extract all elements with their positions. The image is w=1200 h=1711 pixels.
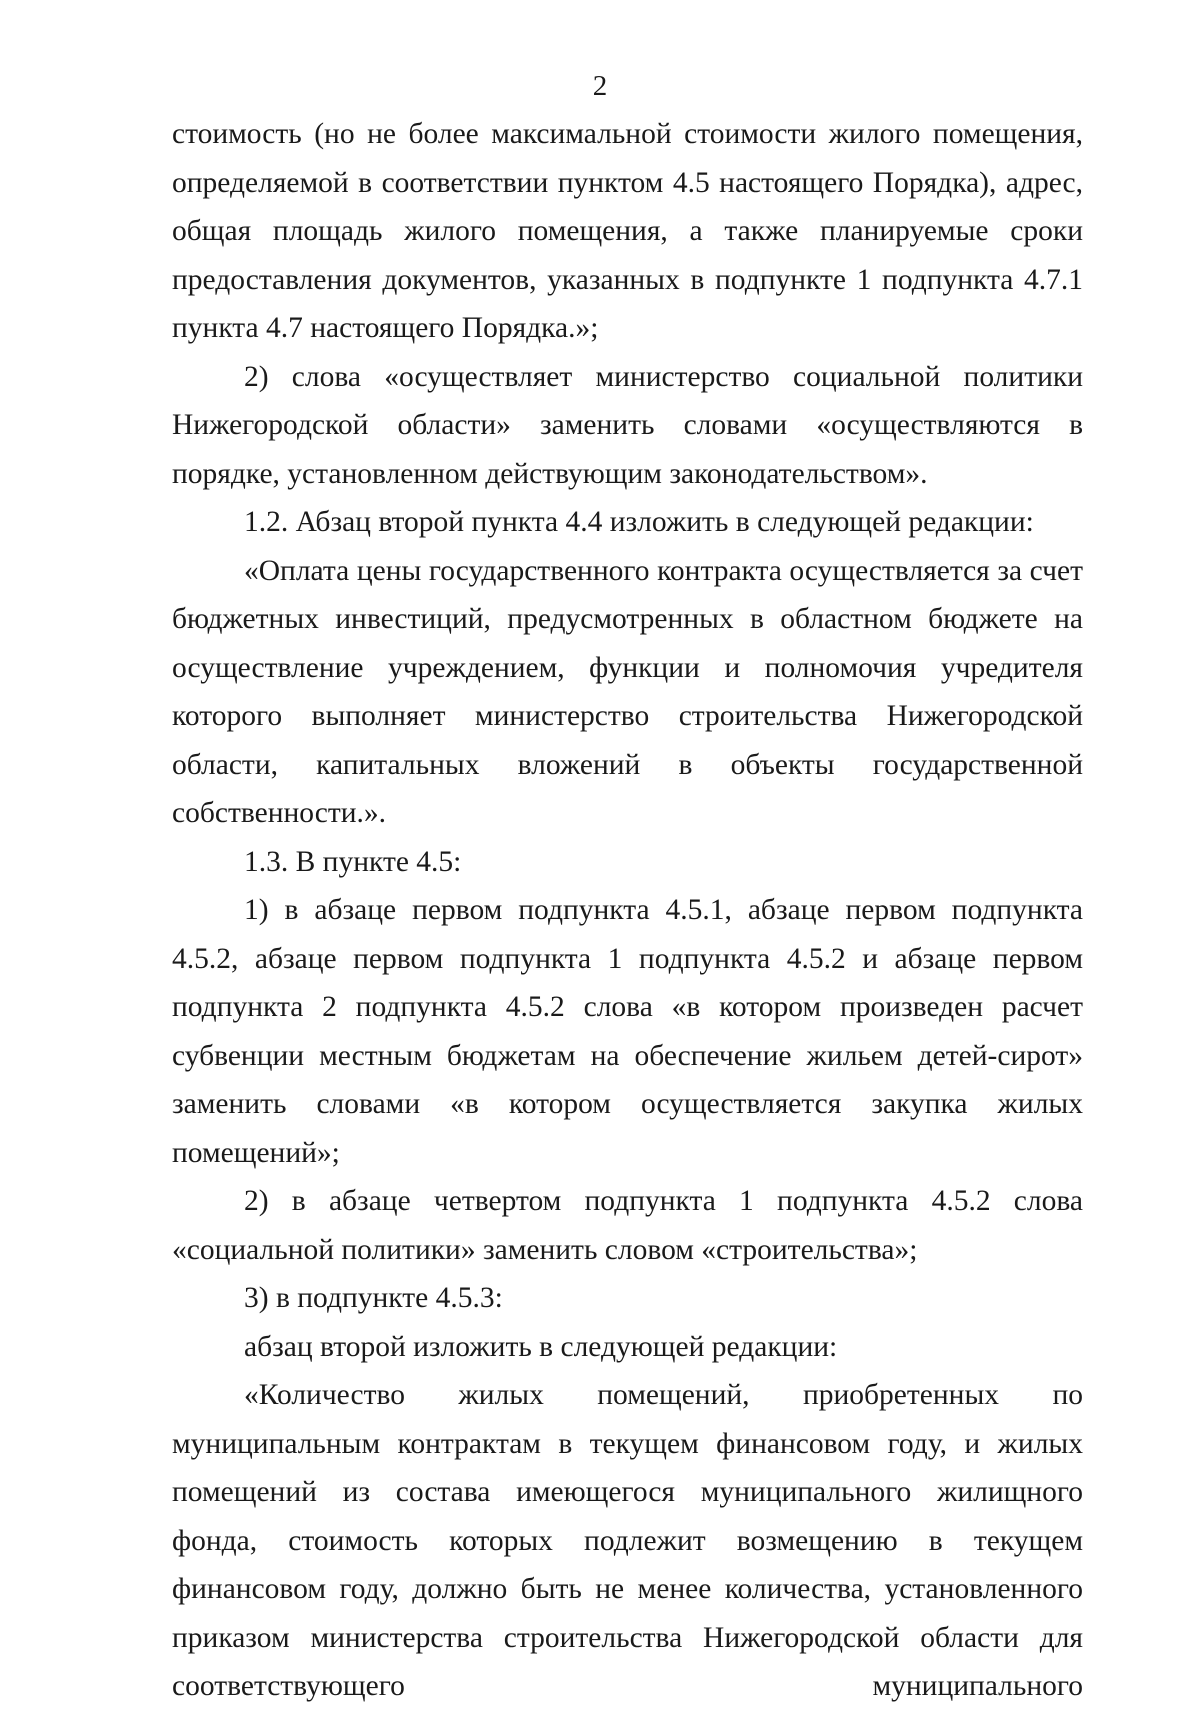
paragraph-quoted-quantity: «Количество жилых помещений, приобретенных по муниципальным контрактам в текущем финансовом году, и жилых помещений из состава имеющегося муниципального жилищного фонда, стоимость которых подлежит возмещению в текущем финансовом году, должно быть не менее количества, установленного приказом министерства строительства Нижегородской области для соответствующего муниципального xyxy=(172,1379,1083,1702)
paragraph-item-1-abzac: 1) в абзаце первом подпункта 4.5.1, абзаце первом подпункта 4.5.2, абзаце первом подпункта 1 подпункта 4.5.2 и абзаце первом подпункта 2 подпункта 4.5.2 слова «в котором произведен расчет субвенции местным бюджетам на обеспечение жильем детей-сирот» заменить словами «в котором осуществляется закупка жилых помещений»; xyxy=(172,894,1083,1169)
document-body xyxy=(172,110,1083,1711)
paragraph-quoted-payment: «Оплата цены государственного контракта осуществляется за счет бюджетных инвестиций, предусмотренных в областном бюджете на осуществление учреждением, функции и полномочия учредителя которого выполняет министерство строительства Нижегородской области, капитальных вложений в объекты государственной собственности.». xyxy=(172,554,1083,829)
paragraph-item-2-words: 2) слова «осуществляет министерство социальной политики Нижегородской области» заменить словами «осуществляются в порядке, установленном действующим законодательством». xyxy=(172,360,1083,490)
paragraph-section-1-3: 1.3. В пункте 4.5: xyxy=(244,845,462,878)
paragraph-item-2-abzac: 2) в абзаце четвертом подпункта 1 подпункта 4.5.2 слова «социальной политики» заменить словом «строительства»; xyxy=(172,1185,1083,1266)
paragraph-abzac-second: абзац второй изложить в следующей редакции: xyxy=(244,1330,838,1363)
paragraph-section-1-2: 1.2. Абзац второй пункта 4.4 изложить в следующей редакции: xyxy=(244,506,1034,538)
page-number: 2 xyxy=(592,70,608,102)
paragraph-item-3-subpoint: 3) в подпункте 4.5.3: xyxy=(244,1282,503,1314)
paragraph-continuation: стоимость (но не более максимальной стоимости жилого помещения, определяемой в соответствии пунктом 4.5 настоящего Порядка), адрес, общая площадь жилого помещения, а также планируемые сроки предоставления документов, указанных в подпункте 1 подпункта 4.7.1 пункта 4.7 настоящего Порядка.»; xyxy=(172,118,1083,344)
